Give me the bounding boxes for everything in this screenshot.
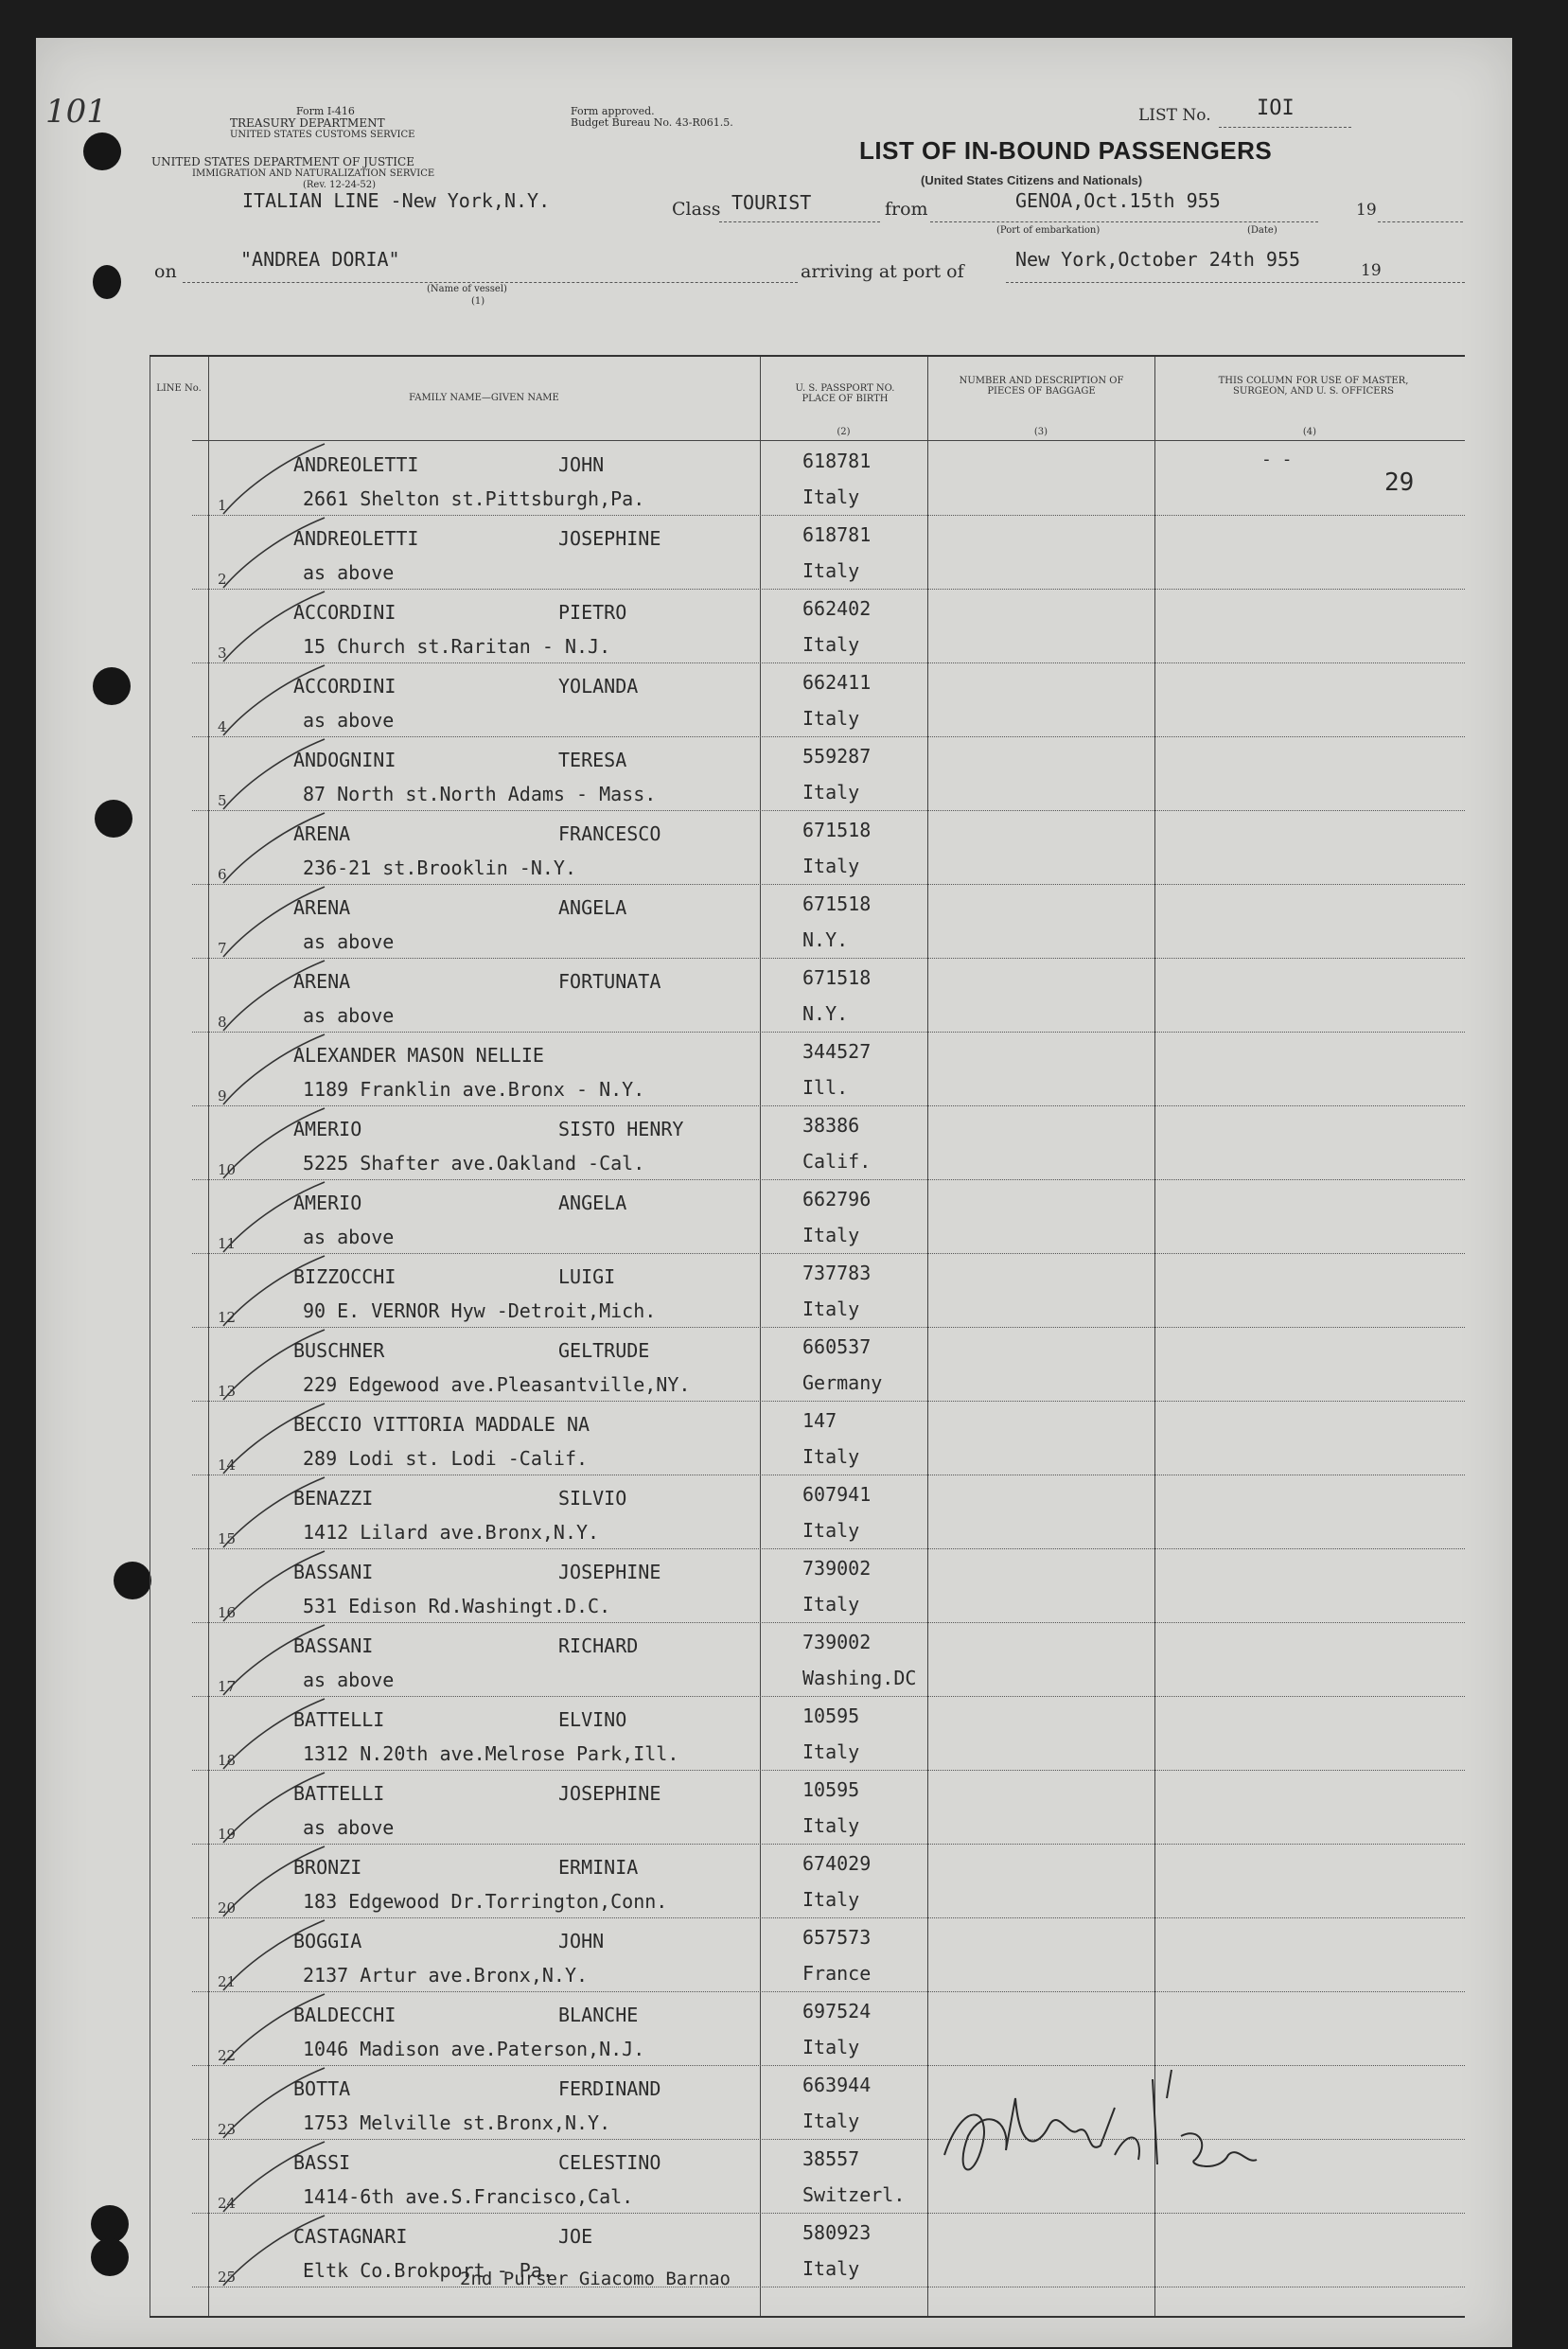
address: 87 North st.North Adams - Mass.: [303, 783, 657, 805]
family-name: BOGGIA: [293, 1930, 362, 1952]
passport-number: 671518: [802, 966, 872, 989]
address: 5225 Shafter ave.Oakland -Cal.: [303, 1152, 645, 1174]
given-name: YOLANDA: [558, 675, 639, 698]
family-name: BATTELLI: [293, 1782, 385, 1805]
table-row: [150, 590, 1465, 663]
inspector-signature: [925, 2041, 1323, 2202]
address: as above: [303, 1669, 395, 1691]
given-name: FRANCESCO: [558, 822, 661, 845]
family-name: ARENA: [293, 970, 351, 993]
family-name: BATTELLI: [293, 1708, 385, 1731]
table-row: [150, 1918, 1465, 1992]
table-row: [150, 1697, 1465, 1771]
header-baggage-number: (3): [1033, 427, 1048, 437]
place-of-birth: Italy: [802, 559, 860, 582]
passport-number: 660537: [802, 1335, 872, 1358]
header-baggage: NUMBER AND DESCRIPTION OF PIECES OF BAGGAGE: [959, 376, 1124, 397]
punch-hole: [91, 2205, 129, 2243]
year-label: 19: [1356, 201, 1377, 220]
family-name: AMERIO: [293, 1118, 362, 1140]
line-number: 17: [218, 1678, 237, 1695]
family-name: ACCORDINI: [293, 675, 396, 698]
given-name: JOHN: [558, 453, 605, 476]
passport-number: 671518: [802, 819, 872, 841]
table-row: [150, 1623, 1465, 1697]
family-name: AMERIO: [293, 1192, 362, 1214]
passport-number: 10595: [802, 1778, 860, 1801]
place-of-birth: Italy: [802, 1814, 860, 1837]
family-name: BASSANI: [293, 1634, 374, 1657]
place-of-birth: Switzerl.: [802, 2183, 906, 2206]
place-of-birth: Italy: [802, 1445, 860, 1468]
given-name: ANGELA: [558, 1192, 627, 1214]
line-number: 9: [218, 1087, 227, 1104]
passport-number: 38386: [802, 1114, 860, 1137]
line-number: 14: [218, 1457, 237, 1474]
header-name: FAMILY NAME—GIVEN NAME: [409, 393, 559, 403]
address: 229 Edgewood ave.Pleasantville,NY.: [303, 1373, 691, 1396]
line-number: 4: [218, 718, 227, 735]
margin-note: 101: [45, 93, 107, 131]
passport-number: 657573: [802, 1926, 872, 1949]
line-number: 6: [218, 866, 227, 883]
place-of-birth: Italy: [802, 2110, 860, 2132]
line-number: 16: [218, 1604, 237, 1621]
place-of-birth: Italy: [802, 486, 860, 508]
line-number: 1: [218, 497, 227, 514]
place-of-birth: Italy: [802, 707, 860, 730]
line-number: 13: [218, 1383, 237, 1400]
port-of-embarkation: GENOA,Oct.15th 955: [1015, 189, 1221, 212]
punch-hole: [83, 132, 121, 170]
given-name: FERDINAND: [558, 2077, 661, 2100]
passport-number: 618781: [802, 450, 872, 472]
passport-number: 739002: [802, 1631, 872, 1653]
form-number: Form I-416: [296, 105, 355, 117]
line-number: 20: [218, 1899, 237, 1916]
officer-marks: - -: [1261, 450, 1293, 469]
list-number: IOI: [1257, 97, 1295, 120]
page-title: LIST OF IN-BOUND PASSENGERS: [859, 136, 1273, 165]
table-row: [150, 1845, 1465, 1918]
passport-number: 618781: [802, 523, 872, 546]
table-row: [150, 1475, 1465, 1549]
passport-number: 663944: [802, 2074, 872, 2096]
given-name: JOSEPHINE: [558, 527, 661, 550]
customs-service: UNITED STATES CUSTOMS SERVICE: [230, 130, 415, 140]
family-name: BASSANI: [293, 1561, 374, 1583]
table-row: [150, 1254, 1465, 1328]
place-of-birth: Italy: [802, 2257, 860, 2280]
table-row: [150, 663, 1465, 737]
family-name: BRONZI: [293, 1856, 362, 1879]
address: 1312 N.20th ave.Melrose Park,Ill.: [303, 1742, 679, 1765]
place-of-birth: Italy: [802, 1593, 860, 1616]
line-number: 18: [218, 1752, 237, 1769]
passport-number: 739002: [802, 1557, 872, 1580]
immigration-service: IMMIGRATION AND NATURALIZATION SERVICE: [192, 168, 435, 179]
class-label: Class: [672, 199, 721, 220]
place-of-birth: N.Y.: [802, 1002, 849, 1025]
given-name: GELTRUDE: [558, 1339, 650, 1362]
vessel-caption: (Name of vessel): [427, 284, 507, 294]
place-of-birth: Italy: [802, 1519, 860, 1542]
family-name: BASSI: [293, 2151, 351, 2174]
list-number-label: LIST No.: [1138, 106, 1211, 125]
address: 2137 Artur ave.Bronx,N.Y.: [303, 1964, 589, 1987]
place-of-birth: Italy: [802, 855, 860, 877]
officer-note: 29: [1384, 468, 1415, 497]
port-caption: (Port of embarkation): [996, 225, 1101, 236]
list-number-line: [1219, 127, 1351, 128]
table-row: [150, 442, 1465, 516]
line-number: 24: [218, 2195, 237, 2212]
place-of-birth: Calif.: [802, 1150, 872, 1173]
given-name: ANGELA: [558, 896, 627, 919]
given-name: JOSEPHINE: [558, 1782, 661, 1805]
passport-number: 344527: [802, 1040, 872, 1063]
family-name: CASTAGNARI: [293, 2225, 408, 2248]
header-passport-number: (2): [837, 427, 851, 437]
purser-signature: 2nd Purser Giacomo Barnao: [460, 2269, 731, 2289]
place-of-birth: Washing.DC: [802, 1667, 917, 1689]
table-row: [150, 885, 1465, 959]
given-name: LUIGI: [558, 1265, 616, 1288]
header-line-no: LINE No.: [156, 383, 202, 394]
table-row: [150, 516, 1465, 590]
address: 1414-6th ave.S.Francisco,Cal.: [303, 2185, 634, 2208]
address: 531 Edison Rd.Washingt.D.C.: [303, 1595, 611, 1617]
line-number: 21: [218, 1973, 237, 1990]
manifest-page: [36, 38, 1512, 2347]
address: 15 Church st.Raritan - N.J.: [303, 635, 611, 658]
place-of-birth: Germany: [802, 1371, 883, 1394]
family-name: BIZZOCCHI: [293, 1265, 396, 1288]
class-line: [719, 221, 880, 222]
justice-department: UNITED STATES DEPARTMENT OF JUSTICE: [151, 155, 414, 168]
line-number: 7: [218, 940, 227, 957]
table-row: [150, 959, 1465, 1033]
given-name: RICHARD: [558, 1634, 639, 1657]
given-name: TERESA: [558, 749, 627, 771]
address: 90 E. VERNOR Hyw -Detroit,Mich.: [303, 1299, 657, 1322]
given-name: FORTUNATA: [558, 970, 661, 993]
family-name: ARENA: [293, 822, 351, 845]
passenger-table: [150, 355, 1465, 2318]
address: as above: [303, 709, 395, 732]
header-officers-number: (4): [1302, 427, 1317, 437]
line-number: 5: [218, 792, 227, 809]
form-approved: Form approved.: [571, 105, 655, 117]
line-number: 23: [218, 2121, 237, 2138]
budget-bureau: Budget Bureau No. 43-R061.5.: [571, 116, 733, 129]
table-row: [150, 2214, 1465, 2287]
address: 289 Lodi st. Lodi -Calif.: [303, 1447, 589, 1470]
from-line: [930, 221, 1318, 222]
given-name: BLANCHE: [558, 2004, 639, 2026]
table-row: [150, 737, 1465, 811]
family-name: BENAZZI: [293, 1487, 374, 1510]
place-of-birth: Italy: [802, 2036, 860, 2058]
punch-hole: [91, 2238, 129, 2276]
date-caption: (Date): [1247, 225, 1277, 236]
address: 236-21 st.Brooklin -N.Y.: [303, 857, 576, 879]
family-name: BECCIO VITTORIA MADDALE NA: [293, 1413, 590, 1436]
address: as above: [303, 1004, 395, 1027]
family-name: ARENA: [293, 896, 351, 919]
address: 1753 Melville st.Bronx,N.Y.: [303, 2111, 611, 2134]
address: 1046 Madison ave.Paterson,N.J.: [303, 2038, 645, 2060]
header-rule: [192, 440, 1465, 441]
given-name: JOHN: [558, 1930, 605, 1952]
table-row: [150, 1180, 1465, 1254]
family-name: ACCORDINI: [293, 601, 396, 624]
place-of-birth: Italy: [802, 1740, 860, 1763]
table-row: [150, 811, 1465, 885]
given-name: SISTO HENRY: [558, 1118, 684, 1140]
shipping-line: ITALIAN LINE -New York,N.Y.: [242, 189, 551, 212]
punch-hole: [114, 1562, 151, 1599]
address: as above: [303, 561, 395, 584]
given-name: ELVINO: [558, 1708, 627, 1731]
family-name: ANDOGNINI: [293, 749, 396, 771]
passport-number: 607941: [802, 1483, 872, 1506]
passport-number: 674029: [802, 1852, 872, 1875]
vessel-name: "ANDREA DORIA": [240, 248, 400, 271]
given-name: ERMINIA: [558, 1856, 639, 1879]
address: 1412 Lilard ave.Bronx,N.Y.: [303, 1521, 600, 1544]
header-officers: THIS COLUMN FOR USE OF MASTER, SURGEON, AND U. S. OFFICERS: [1218, 376, 1409, 397]
passport-number: 559287: [802, 745, 872, 768]
year-line: [1378, 221, 1463, 222]
place-of-birth: Italy: [802, 781, 860, 804]
punch-hole: [93, 667, 131, 705]
table-row: [150, 1033, 1465, 1106]
table-row: [150, 1106, 1465, 1180]
page-subtitle: (United States Citizens and Nationals): [921, 173, 1143, 187]
revision-date: (Rev. 12-24-52): [303, 180, 377, 190]
place-of-birth: Italy: [802, 1298, 860, 1320]
line-number: 8: [218, 1014, 227, 1031]
line-number: 2: [218, 571, 227, 588]
passport-number: 662796: [802, 1188, 872, 1210]
punch-hole: [93, 265, 121, 299]
place-of-birth: Ill.: [802, 1076, 849, 1099]
table-row: [150, 1771, 1465, 1845]
passport-number: 671518: [802, 892, 872, 915]
table-row: [150, 1328, 1465, 1402]
given-name: CELESTINO: [558, 2151, 661, 2174]
address: Eltk Co.Brokport - Pa.: [303, 2259, 554, 2282]
vessel-line: [183, 282, 798, 283]
arriving-year-label: 19: [1361, 261, 1382, 280]
address: as above: [303, 930, 395, 953]
line-number: 15: [218, 1530, 237, 1547]
passport-number: 10595: [802, 1704, 860, 1727]
table-row: [150, 1402, 1465, 1475]
table-row: [150, 1549, 1465, 1623]
treasury-department: TREASURY DEPARTMENT: [230, 116, 385, 130]
address: 1189 Franklin ave.Bronx - N.Y.: [303, 1078, 645, 1101]
port-of-arrival: New York,October 24th 955: [1015, 248, 1301, 271]
passport-number: 737783: [802, 1262, 872, 1284]
line-number: 11: [218, 1235, 237, 1252]
place-of-birth: Italy: [802, 1224, 860, 1246]
address: 183 Edgewood Dr.Torrington,Conn.: [303, 1890, 668, 1913]
passport-number: 662402: [802, 597, 872, 620]
arriving-label: arriving at port of: [801, 261, 964, 282]
line-number: 3: [218, 645, 227, 662]
line-number: 22: [218, 2047, 237, 2064]
from-label: from: [885, 199, 928, 220]
vessel-caption-number: (1): [471, 296, 485, 307]
line-number: 19: [218, 1826, 237, 1843]
given-name: SILVIO: [558, 1487, 627, 1510]
given-name: PIETRO: [558, 601, 627, 624]
punch-hole: [95, 800, 132, 838]
place-of-birth: N.Y.: [802, 928, 849, 951]
family-name: ALEXANDER MASON NELLIE: [293, 1044, 544, 1067]
passport-number: 662411: [802, 671, 872, 694]
passport-number: 697524: [802, 2000, 872, 2022]
family-name: BOTTA: [293, 2077, 351, 2100]
given-name: JOE: [558, 2225, 593, 2248]
address: 2661 Shelton st.Pittsburgh,Pa.: [303, 487, 645, 510]
passport-number: 147: [802, 1409, 837, 1432]
address: as above: [303, 1226, 395, 1248]
given-name: JOSEPHINE: [558, 1561, 661, 1583]
passport-number: 580923: [802, 2221, 872, 2244]
place-of-birth: Italy: [802, 1888, 860, 1911]
class-value: TOURIST: [731, 191, 812, 214]
place-of-birth: Italy: [802, 633, 860, 656]
family-name: BALDECCHI: [293, 2004, 396, 2026]
family-name: BUSCHNER: [293, 1339, 385, 1362]
line-number: 12: [218, 1309, 237, 1326]
line-number: 25: [218, 2269, 237, 2286]
line-number: 10: [218, 1161, 237, 1178]
header-passport: U. S. PASSPORT NO. PLACE OF BIRTH: [795, 383, 895, 404]
place-of-birth: France: [802, 1962, 872, 1985]
arriving-line: [1006, 282, 1465, 283]
family-name: ANDREOLETTI: [293, 453, 419, 476]
address: as above: [303, 1816, 395, 1839]
family-name: ANDREOLETTI: [293, 527, 419, 550]
on-label: on: [154, 261, 177, 282]
passport-number: 38557: [802, 2147, 860, 2170]
